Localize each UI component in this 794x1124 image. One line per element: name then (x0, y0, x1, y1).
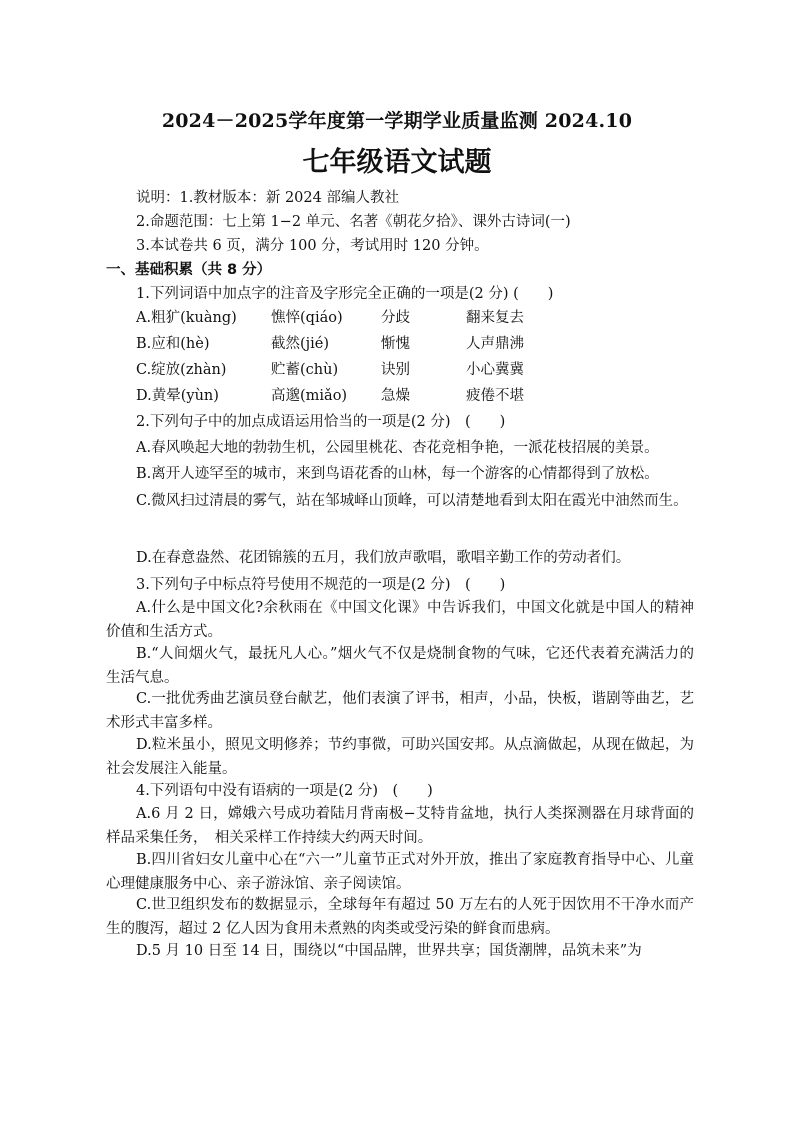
option-cell: 诀别 (381, 362, 410, 378)
question-4-stem: 4.下列语句中没有语病的一项是(2 分) ( ) (136, 783, 433, 799)
option-cell: 截然(jié) (271, 336, 330, 352)
note-line-1: 说明：1.教材版本：新 2024 部编人教社 (136, 190, 399, 206)
question-3-option-d: D.粒米虽小，照见文明修养；节约事微，可助兴国安邦。从点滴做起，从现在做起，为社会发展注入能量。 (106, 737, 694, 777)
section-heading: 一、基础积累（共 8 分） (106, 262, 272, 278)
option-cell: 疲倦不堪 (466, 388, 524, 404)
exam-subtitle: 七年级语文试题 (302, 147, 492, 178)
option-cell: 憔悴(qiáo) (271, 310, 343, 326)
question-3-option-b: B.“人间烟火气，最抚凡人心。”烟火气不仅是烧制食物的气味，它还代表着充满活力的生活气息。 (106, 646, 694, 686)
question-3-option-a: A.什么是中国文化?余秋雨在《中国文化课》中告诉我们，中国文化就是中国人的精神价值和生活方式。 (106, 600, 694, 640)
option-cell: D.黄晕(yùn) (136, 388, 219, 404)
note-line-2: 2.命题范围：七上第 1−2 单元、名著《朝花夕拾》、课外古诗词(一) (136, 214, 571, 230)
note-line-3: 3.本试卷共 6 页，满分 100 分，考试用时 120 分钟。 (136, 238, 489, 254)
option-cell: 人声鼎沸 (466, 336, 524, 352)
option-cell: 惭愧 (381, 336, 410, 352)
question-2-option-b: B.离开人迹罕至的城市，来到鸟语花香的山林，每一个游客的心情都得到了放松。 (136, 466, 659, 482)
question-3-option-c: C.一批优秀曲艺演员登台献艺，他们表演了评书，相声，小品，快板，谐剧等曲艺，艺术形式丰富多样。 (106, 691, 694, 731)
option-cell: 翻来复去 (466, 310, 524, 326)
option-cell: 分歧 (381, 310, 410, 326)
question-4-option-b: B.四川省妇女儿童中心在“六一”儿童节正式对外开放，推出了家庭教育指导中心、儿童心理健康服务中心、亲子游泳馆、亲子阅读馆。 (106, 852, 694, 892)
option-cell: B.应和(hè) (136, 336, 210, 352)
option-cell: 急燥 (381, 388, 410, 404)
exam-title: 2024－2025学年度第一学期学业质量监测 2024.10 (161, 110, 633, 132)
option-cell: 高邈(miǎo) (271, 388, 348, 404)
question-2-stem: 2.下列句子中的加点成语运用恰当的一项是(2 分) ( ) (136, 414, 506, 430)
question-4-option-c: C.世卫组织发布的数据显示，全球每年有超过 50 万左右的人死于因饮用不干净水而产生的腹泻，超过 2 亿人因为食用未煮熟的肉类或受污染的鲜食而患病。 (106, 897, 694, 937)
option-cell: A.粗犷(kuàng) (136, 310, 237, 326)
question-1-stem: 1.下列词语中加点字的注音及字形完全正确的一项是(2 分) ( ) (136, 286, 554, 302)
option-cell: 小心冀冀 (466, 362, 524, 378)
question-2-option-a: A.春风唤起大地的勃勃生机，公园里桃花、杏花竞相争艳，一派花枝招展的美景。 (136, 440, 659, 456)
question-2-option-d: D.在春意盎然、花团锦簇的五月，我们放声歌唱，歌唱辛勤工作的劳动者们。 (136, 550, 631, 566)
question-4-option-d: D.5 月 10 日至 14 日，围绕以“中国品牌，世界共享；国货潮牌，品筑未来”为 (136, 943, 642, 959)
question-3-stem: 3.下列句子中标点符号使用不规范的一项是(2 分) ( ) (136, 577, 506, 593)
question-4-option-a: A.6 月 2 日，嫦娥六号成功着陆月背南极−艾特肯盆地，执行人类探测器在月球背面的样品采集任务， 相关采样工作持续大约两天时间。 (106, 806, 694, 846)
question-2-option-c: C.微风扫过清晨的雾气，站在邹城峄山顶峰，可以清楚地看到太阳在霞光中油然而生。 (136, 493, 688, 509)
option-cell: C.绽放(zhàn) (136, 362, 227, 378)
option-cell: 贮蓄(chù) (271, 362, 339, 378)
